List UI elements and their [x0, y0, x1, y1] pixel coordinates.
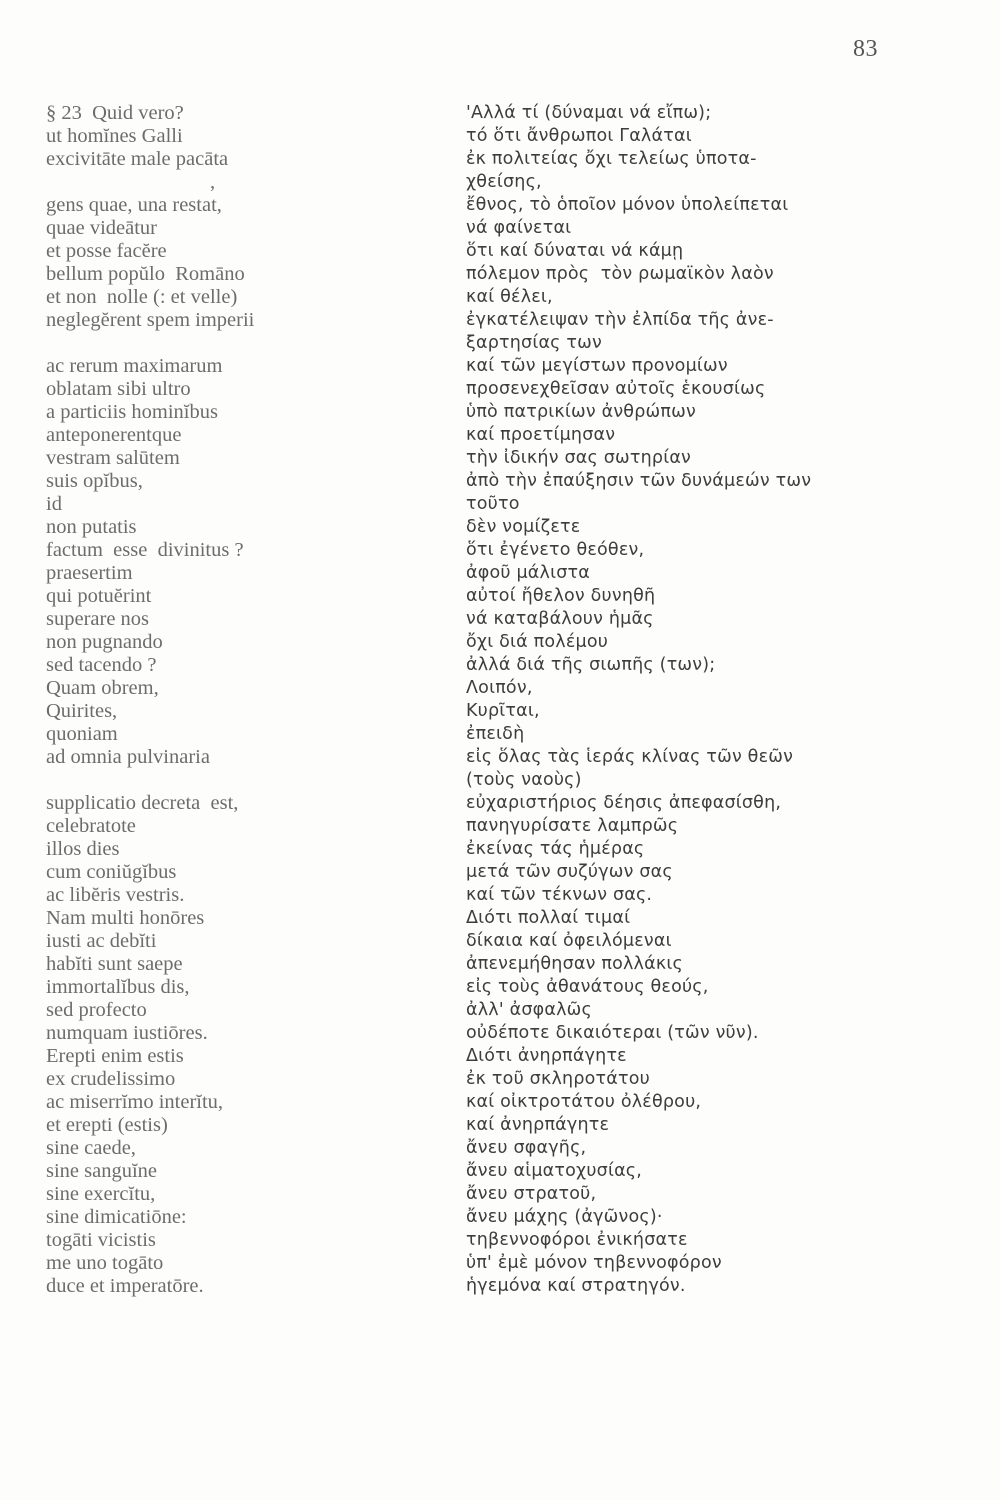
latin-line: quae videātur — [46, 217, 157, 239]
greek-line: καί οἰκτροτάτου ὀλέθρου, — [466, 1092, 702, 1112]
latin-line: factum esse divinitus ? — [46, 539, 244, 561]
latin-line: § 23 Quid vero? — [46, 102, 184, 124]
greek-line: ἐκείνας τάς ἡμέρας — [466, 839, 645, 859]
greek-line: ἄνευ στρατοῦ, — [466, 1184, 597, 1204]
latin-line: me uno togāto — [46, 1252, 164, 1274]
latin-line — [46, 332, 406, 355]
greek-line: τηβεννοφόροι ἐνικήσατε — [466, 1230, 688, 1250]
latin-line — [46, 769, 406, 792]
greek-line: Διότι πολλαί τιμαί — [466, 908, 631, 928]
greek-line: ὅτι ἐγένετο θεόθεν, — [466, 540, 645, 560]
greek-line: ἄνευ αἱματοχυσίας, — [466, 1161, 643, 1181]
greek-line: εἰς ὅλας τὰς ἱεράς κλίνας τῶν θεῶν — [466, 747, 794, 767]
latin-line: duce et imperatōre. — [46, 1275, 204, 1297]
latin-line: id — [46, 493, 62, 515]
latin-line: ut homĭnes Galli — [46, 125, 183, 147]
latin-line: a particiis hominĭbus — [46, 401, 218, 423]
latin-line: iusti ac debĭti — [46, 930, 157, 952]
greek-line: εὐχαριστήριος δέησις ἀπεφασίσθη, — [466, 793, 782, 813]
latin-line: ac miserrĭmo interĭtu, — [46, 1091, 224, 1113]
latin-line: sine dimicatiōne: — [46, 1206, 187, 1228]
greek-line: δίκαια καί ὀφειλόμεναι — [466, 931, 672, 951]
latin-line: excivitāte male pacāta — [46, 148, 229, 170]
greek-line: Διότι ἀνηρπάγητε — [466, 1046, 627, 1066]
latin-line: et non nolle (: et velle) — [46, 286, 238, 308]
latin-line: sed tacendo ? — [46, 654, 157, 676]
latin-line: oblatam sibi ultro — [46, 378, 191, 400]
greek-line: νά καταβάλουν ἡμᾶς — [466, 609, 654, 629]
latin-line: bellum popŭlo Romāno — [46, 263, 245, 285]
greek-line: ἀπενεμήθησαν πολλάκις — [466, 954, 683, 974]
greek-line: χθείσης, — [466, 172, 542, 192]
greek-line: ἐκ τοῦ σκληροτάτου — [466, 1069, 650, 1089]
greek-line: ἐκ πολιτείας ὄχι τελείως ὑποτα- — [466, 149, 757, 169]
latin-line: ex crudelissimo — [46, 1068, 176, 1090]
greek-line: καί τῶν μεγίστων προνομίων — [466, 356, 728, 376]
greek-line: αὐτοί ἤθελον δυνηθῆ — [466, 586, 656, 606]
latin-line: celebratote — [46, 815, 136, 837]
latin-line: Quirites, — [46, 700, 118, 722]
latin-line: sine exercĭtu, — [46, 1183, 156, 1205]
latin-line: ac rerum maximarum — [46, 355, 223, 377]
greek-line: καί ἀνηρπάγητε — [466, 1115, 610, 1135]
latin-line: ac libĕris vestris. — [46, 884, 185, 906]
latin-line: et posse facĕre — [46, 240, 167, 262]
latin-line: supplicatio decreta est, — [46, 792, 239, 814]
latin-line: Nam multi honōres — [46, 907, 205, 929]
latin-line: habĭti sunt saepe — [46, 953, 183, 975]
latin-line: superare nos — [46, 608, 150, 630]
latin-line: quoniam — [46, 723, 118, 745]
greek-line: ἀλλ' ἀσφαλῶς — [466, 1000, 593, 1020]
greek-line: ἀφοῦ μάλιστα — [466, 563, 590, 583]
greek-line: καί προετίμησαν — [466, 425, 616, 445]
greek-line: Λοιπόν, — [466, 678, 533, 698]
greek-line: προσενεχθεῖσαν αὐτοῖς ἑκουσίως — [466, 379, 766, 399]
latin-line: gens quae, una restat, — [46, 194, 222, 216]
latin-line: illos dies — [46, 838, 120, 860]
latin-text-column — [46, 102, 406, 1298]
greek-line: ἡγεμόνα καί στρατηγόν. — [466, 1276, 686, 1296]
page-number: 83 — [853, 36, 878, 62]
latin-line: cum coniŭgĭbus — [46, 861, 177, 883]
latin-line: non putatis — [46, 516, 137, 538]
greek-line: ἄνευ σφαγῆς, — [466, 1138, 587, 1158]
greek-line: ἄνευ μάχης (ἀγῶνος)· — [466, 1207, 663, 1227]
greek-line: 'Αλλά τί (δύναμαι νά εἴπω); — [466, 103, 712, 123]
greek-line: ὑπὸ πατρικίων ἀνθρώπων — [466, 402, 696, 422]
latin-line: , — [46, 171, 216, 193]
latin-line: ad omnia pulvinaria — [46, 746, 210, 768]
latin-line: Erepti enim estis — [46, 1045, 184, 1067]
greek-line: εἰς τοὺς ἀθανάτους θεούς, — [466, 977, 709, 997]
latin-line: sine caede, — [46, 1137, 136, 1159]
greek-line: δὲν νομίζετε — [466, 517, 581, 537]
latin-line: Quam obrem, — [46, 677, 159, 699]
greek-line: καί θέλει, — [466, 287, 553, 307]
greek-line: ἀλλά διά τῆς σιωπῆς (των); — [466, 655, 716, 675]
latin-line: non pugnando — [46, 631, 163, 653]
greek-line: Κυρῖται, — [466, 701, 540, 721]
latin-line: praesertim — [46, 562, 133, 584]
latin-line: vestram salūtem — [46, 447, 180, 469]
greek-line: ὅτι καί δύναται νά κάμῃ — [466, 241, 684, 261]
greek-line: ἔθνος, τὸ ὁποῖον μόνον ὑπολείπεται — [466, 195, 789, 215]
latin-line: sine sanguĭne — [46, 1160, 158, 1182]
latin-line: numquam iustiōres. — [46, 1022, 208, 1044]
latin-line: suis opĭbus, — [46, 470, 143, 492]
greek-line: πανηγυρίσατε λαμπρῶς — [466, 816, 679, 836]
latin-line: neglegĕrent spem imperii — [46, 309, 255, 331]
greek-line: οὐδέποτε δικαιότεραι (τῶν νῦν). — [466, 1023, 759, 1043]
greek-line: τὴν ἰδικήν σας σωτηρίαν — [466, 448, 692, 468]
greek-line: καί τῶν τέκνων σας. — [466, 885, 653, 905]
greek-line: ξαρτησίας των — [466, 333, 602, 353]
latin-line: sed profecto — [46, 999, 147, 1021]
greek-line: πόλεμον πρὸς τὸν ρωμαϊκὸν λαὸν — [466, 264, 774, 284]
latin-line: qui potuĕrint — [46, 585, 152, 607]
latin-line: togāti vicistis — [46, 1229, 156, 1251]
greek-line: (τοὺς ναοὺς) — [466, 770, 582, 790]
greek-line: τοῦτο — [466, 494, 520, 514]
latin-line: immortalĭbus dis, — [46, 976, 190, 998]
greek-line: ὑπ' ἐμὲ μόνον τηβεννοφόρον — [466, 1253, 722, 1273]
greek-line: ὄχι διά πολέμου — [466, 632, 609, 652]
greek-translation-column — [466, 102, 896, 1298]
latin-line: anteponerentque — [46, 424, 182, 446]
greek-line: ἀπὸ τὴν ἐπαύξησιν τῶν δυνάμεών των — [466, 471, 812, 491]
greek-line: μετά τῶν συζύγων σας — [466, 862, 673, 882]
greek-line: τό ὅτι ἄνθρωποι Γαλάται — [466, 126, 692, 146]
latin-line: et erepti (estis) — [46, 1114, 168, 1136]
greek-line: ἐγκατέλειψαν τὴν ἐλπίδα τῆς ἀνε- — [466, 310, 774, 330]
greek-line: νά φαίνεται — [466, 218, 572, 238]
greek-line: ἐπειδὴ — [466, 724, 525, 744]
